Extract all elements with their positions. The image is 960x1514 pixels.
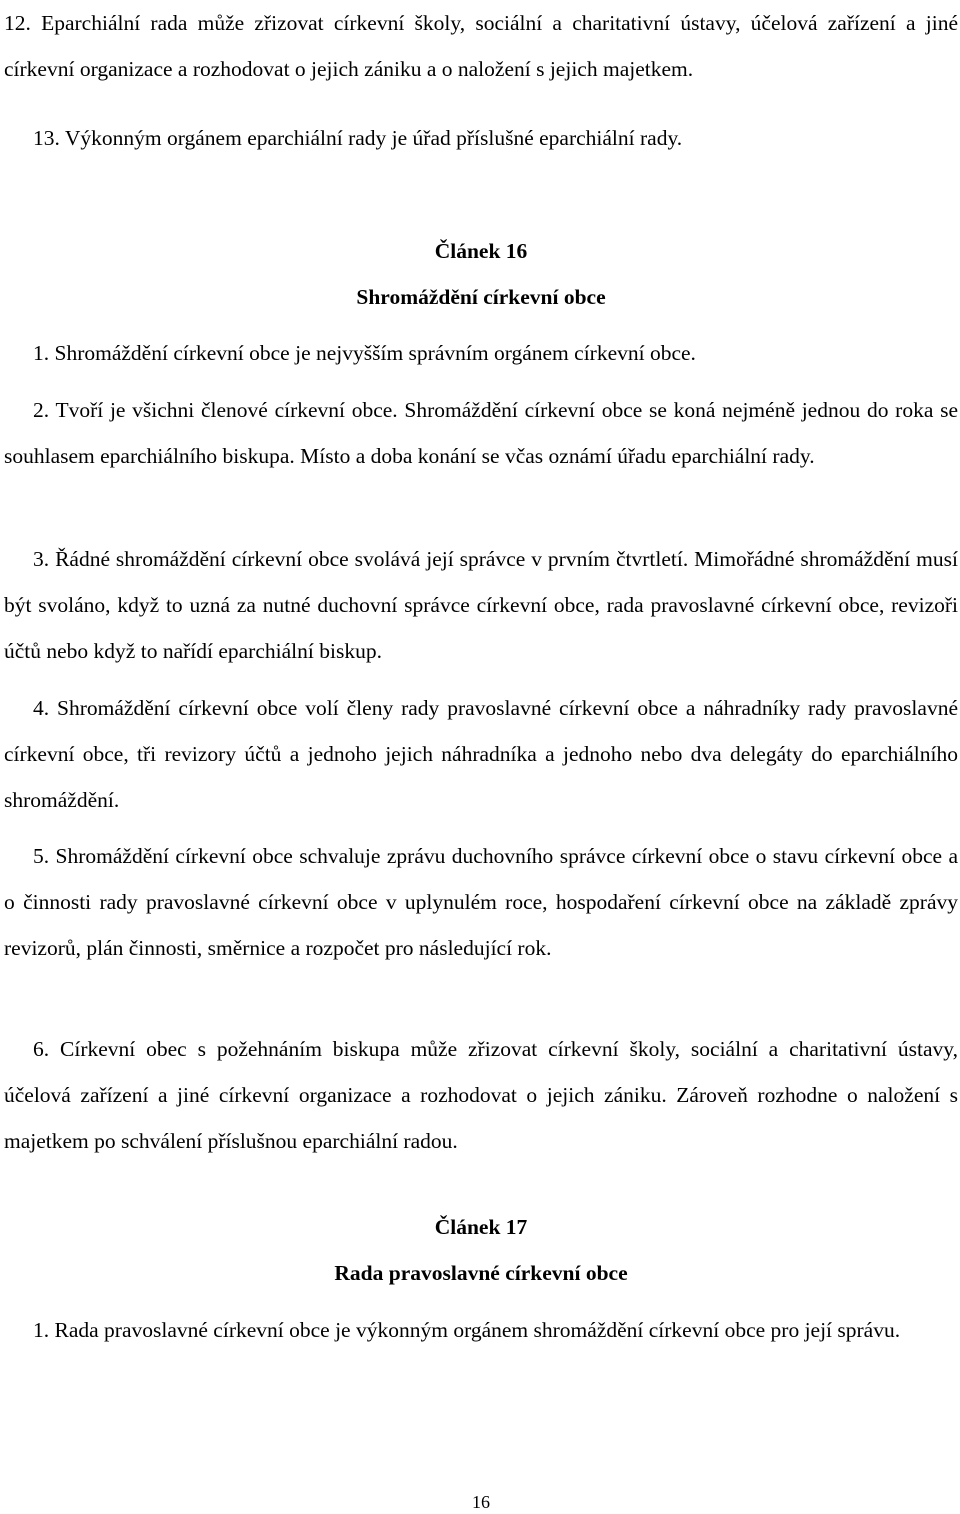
article-16-paragraph-4: 4. Shromáždění církevní obce volí členy rady pravoslavné církevní obce a náhradníky rady pravoslavné církevní obce, tři revizory účtů a jednoho jejich náhradníka a jednoho nebo dva delegáty do eparchiálního shromáždění. xyxy=(4,696,958,812)
article-16-paragraph-1: 1. Shromáždění církevní obce je nejvyšším správním orgánem církevní obce. xyxy=(33,341,696,365)
article-17-paragraph-1: 1. Rada pravoslavné církevní obce je výkonným orgánem shromáždění církevní obce pro její správu. xyxy=(33,1318,901,1342)
document-page xyxy=(4,0,958,1513)
article-17-number: Článek 17 xyxy=(434,1215,528,1239)
paragraph-12: 12. Eparchiální rada může zřizovat církevní školy, sociální a charitativní ústavy, účelová zařízení a jiné církevní organizace a rozhodovat o jejich zániku a o naložení s jejich majetkem. xyxy=(4,11,958,81)
article-16-number: Článek 16 xyxy=(434,239,528,263)
article-16-paragraph-5: 5. Shromáždění církevní obce schvaluje zprávu duchovního správce církevní obce o stavu církevní obce a o činnosti rady pravoslavné církevní obce v uplynulém roce, hospodaření církevní obce na základě zprávy revizorů, plán činnosti, směrnice a rozpočet pro následující rok. xyxy=(4,844,958,960)
article-16-paragraph-6: 6. Církevní obec s požehnáním biskupa může zřizovat církevní školy, sociální a charitativní ústavy, účelová zařízení a jiné církevní organizace a rozhodovat o jejich zániku. Zároveň rozhodne o naložení s majetkem po schválení příslušnou eparchiální radou. xyxy=(4,1037,958,1153)
article-16-paragraph-2: 2. Tvoří je všichni členové církevní obce. Shromáždění církevní obce se koná nejméně jednou do roka se souhlasem eparchiálního biskupa. Místo a doba konání se včas oznámí úřadu eparchiální rady. xyxy=(4,398,958,468)
article-17-title: Rada pravoslavné církevní obce xyxy=(334,1261,628,1285)
page-number: 16 xyxy=(472,1492,490,1512)
article-16-paragraph-3: 3. Řádné shromáždění církevní obce svolává její správce v prvním čtvrtletí. Mimořádné shromáždění musí být svoláno, když to uzná za nutné duchovní správce církevní obce, rada pravoslavné církevní obce, revizoři účtů nebo když to nařídí eparchiální biskup. xyxy=(4,547,958,663)
article-16-title: Shromáždění církevní obce xyxy=(356,285,606,309)
paragraph-13: 13. Výkonným orgánem eparchiální rady je úřad příslušné eparchiální rady. xyxy=(33,126,683,150)
